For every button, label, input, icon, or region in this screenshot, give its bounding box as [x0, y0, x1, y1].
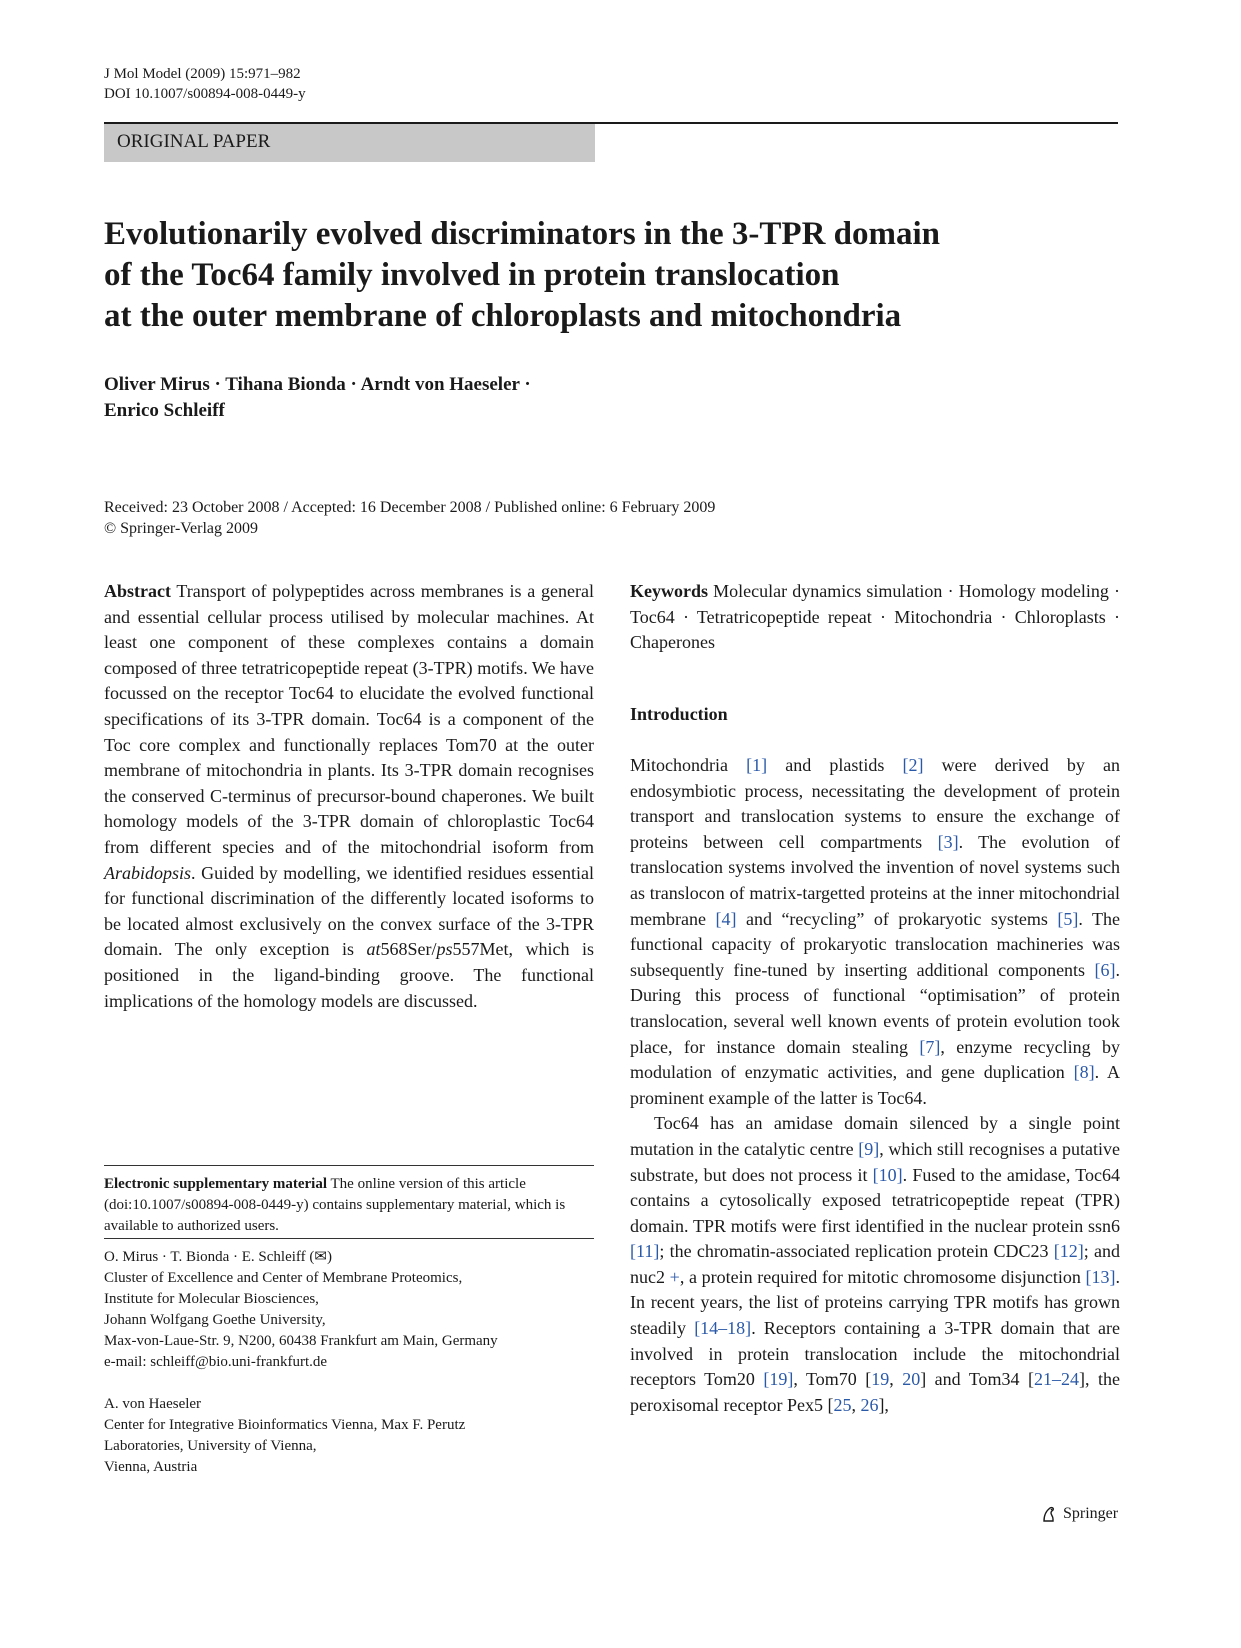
citation-ref[interactable]: [3] — [937, 831, 959, 852]
journal-doi: DOI 10.1007/s00894-008-0449-y — [104, 86, 306, 102]
affiliation-line: Cluster of Excellence and Center of Membrane Proteomics, — [104, 1270, 463, 1286]
supplementary-heading: Electronic supplementary material — [104, 1176, 328, 1192]
authors-line-2: Enrico Schleiff — [104, 400, 225, 421]
citation-ref[interactable]: 21–24 — [1034, 1369, 1080, 1390]
citation-ref[interactable]: [19] — [763, 1369, 794, 1390]
authors-line-1: Oliver Mirus · Tihana Bionda · Arndt von Haeseler · — [104, 374, 531, 395]
affiliation-spacer — [104, 1373, 594, 1394]
intro-text: Toc64 has an amidase domain silenced by a single point mutation in the catalytic centre — [630, 1113, 1120, 1159]
intro-text: . The functional capacity of prokaryotic translocation machineries was subsequently fine-tuned by inserting additional components — [630, 908, 1120, 980]
affiliation-line: Max-von-Laue-Str. 9, N200, 60438 Frankfurt am Main, Germany — [104, 1333, 498, 1349]
affiliation-names: A. von Haeseler — [104, 1396, 202, 1412]
citation-ref[interactable]: [9] — [858, 1138, 880, 1159]
intro-text: . The evolution of translocation systems involved the invention of novel systems such as translocon of matrix-targetted proteins at the inner mitochondrial membrane — [630, 831, 1120, 929]
affiliations — [104, 1247, 594, 1478]
intro-text: and “recycling” of prokaryotic systems — [736, 908, 1058, 929]
citation-ref[interactable]: [10] — [872, 1164, 903, 1185]
intro-text: were derived by an endosymbiotic process, necessitating the development of protein transport and translocation systems to ensure the exchange of proteins between cell compartments — [630, 755, 1121, 852]
keywords-text: Molecular dynamics simulation · Homology modeling · Toc64 · Tetratricopeptide repeat · Mitochondria · Chloroplasts · Chaperones — [630, 581, 1121, 653]
citation-ref[interactable]: [6] — [1094, 959, 1116, 980]
affiliation-rule — [104, 1238, 594, 1239]
title-line: at the outer membrane of chloroplasts and mitochondria — [104, 298, 902, 334]
title-line: Evolutionarily evolved discriminators in the 3-TPR domain — [104, 216, 941, 252]
abstract-italic: ps — [436, 939, 453, 960]
affiliation-names: O. Mirus · T. Bionda · E. Schleiff (✉) — [104, 1249, 332, 1265]
citation-ref[interactable]: [4] — [715, 908, 737, 929]
date-history: Received: 23 October 2008 / Accepted: 16 December 2008 / Published online: 6 February 2009 — [104, 499, 716, 516]
copyright-notice: © Springer-Verlag 2009 — [104, 520, 259, 537]
affiliation-line: Vienna, Austria — [104, 1459, 198, 1475]
abstract-heading: Abstract — [104, 581, 171, 601]
citation-ref[interactable]: [8] — [1073, 1062, 1095, 1083]
abstract-italic: at — [366, 939, 381, 960]
citation-ref[interactable]: [1] — [746, 755, 768, 775]
intro-text: , a protein required for mitotic chromosome disjunction — [679, 1266, 1086, 1287]
introduction-heading: Introduction — [630, 704, 728, 724]
abstract-italic: Arabidopsis — [104, 862, 192, 883]
intro-text: Mitochondria — [630, 755, 747, 775]
keywords-heading: Keywords — [630, 581, 708, 601]
intro-text: , enzyme recycling by modulation of enzymatic activities, and gene duplication — [630, 1036, 1120, 1083]
article-title — [104, 214, 1104, 337]
intro-text: ] and Tom34 [ — [920, 1369, 1035, 1390]
publisher-logo — [1040, 1505, 1118, 1523]
introduction-body — [630, 753, 1120, 1418]
keywords — [630, 579, 1120, 656]
intro-text: , Tom70 [ — [793, 1369, 872, 1390]
citation-ref[interactable]: [5] — [1057, 908, 1079, 929]
intro-text: . In recent years, the list of proteins carrying TPR motifs has grown steadily — [630, 1266, 1120, 1339]
author-list — [104, 372, 531, 424]
journal-header — [104, 64, 306, 104]
intro-text: ; and nuc2 — [630, 1241, 1120, 1287]
intro-text: . During this process of functional “optimisation” of protein translocation, several well known events of protein evolution took place, for instance domain stealing — [630, 959, 1120, 1057]
citation-ref[interactable]: [2] — [902, 755, 924, 775]
affiliation-line: Laboratories, University of Vienna, — [104, 1438, 317, 1454]
affiliation-line: Johann Wolfgang Goethe University, — [104, 1312, 326, 1328]
title-line: of the Toc64 family involved in protein translocation — [104, 257, 840, 293]
publisher-name: Springer — [1063, 1505, 1119, 1522]
abstract-text: 557Met, which is positioned in the ligand-binding groove. The functional implications of the homology models are discussed. — [104, 939, 594, 1011]
springer-horse-icon — [1040, 1505, 1058, 1523]
article-type-banner: ORIGINAL PAPER — [104, 124, 595, 162]
intro-text: , which still recognises a putative substrate, but does not process it — [630, 1138, 1120, 1185]
intro-text: ], the peroxisomal receptor Pex5 [ — [630, 1369, 1120, 1415]
intro-text: , — [889, 1369, 903, 1390]
citation-ref[interactable]: [13] — [1085, 1266, 1116, 1287]
publication-dates — [104, 497, 715, 539]
citation-ref[interactable]: 19 — [871, 1369, 890, 1390]
intro-text: . Receptors containing a 3-TPR domain that are involved in protein translocation include the mitochondrial receptors Tom20 — [630, 1318, 1120, 1390]
affiliation-email[interactable]: e-mail: schleiff@bio.uni-frankfurt.de — [104, 1354, 328, 1370]
supplementary-note — [104, 1165, 594, 1237]
supplementary-text: The online version of this article (doi:10.1007/s00894-008-0449-y) contains supplementary material, which is available to authorized users. — [104, 1176, 566, 1234]
intro-text: ; the chromatin-associated replication protein CDC23 — [659, 1241, 1054, 1262]
citation-ref[interactable]: [11] — [630, 1241, 660, 1262]
abstract-text: 568Ser/ — [380, 939, 437, 960]
affiliation-line: Institute for Molecular Biosciences, — [104, 1291, 319, 1307]
abstract-text: Transport of polypeptides across membranes is a general and essential cellular process utilised by molecular machines. At least one component of these complexes contains a domain composed of three tetratricopeptide repeat (3-TPR) motifs. We have focussed on the receptor Toc64 to elucidate the evolved functional specifications of its 3-TPR domain. Toc64 is a component of the Toc core complex and functionally replaces Tom70 at the outer membrane of mitochondria in plants. Its 3-TPR domain recognises the conserved C-terminus of precursor-bound chaperones. We built homology models of the 3-TPR domain of chloroplastic Toc64 from different species and of the mitochondrial isoform from — [104, 581, 594, 857]
intro-paragraph-1 — [630, 753, 1120, 1111]
abstract-text: . Guided by modelling, we identified residues essential for functional discrimination of the differently located isoforms to be located almost exclusively on the convex surface of the 3-TPR domain. The only exception is — [104, 862, 594, 960]
intro-paragraph-2 — [630, 1111, 1120, 1418]
intro-text: ], — [878, 1394, 889, 1415]
citation-ref[interactable]: 26 — [860, 1394, 879, 1415]
intro-text: , — [851, 1394, 861, 1415]
citation-ref[interactable]: + — [669, 1266, 680, 1287]
citation-ref[interactable]: 20 — [902, 1369, 921, 1390]
intro-text: and plastids — [767, 755, 903, 775]
intro-text: . Fused to the amidase, Toc64 contains a cytosolically exposed tetratricopeptide repeat (TPR) domain. TPR motifs were first identified in the nuclear protein ssn6 — [630, 1164, 1121, 1236]
abstract — [104, 579, 594, 1014]
citation-ref[interactable]: 25 — [833, 1394, 852, 1415]
citation-ref[interactable]: [12] — [1053, 1241, 1084, 1262]
journal-citation: J Mol Model (2009) 15:971–982 — [104, 66, 301, 82]
intro-text: . A prominent example of the latter is Toc64. — [630, 1062, 1121, 1108]
affiliation-line: Center for Integrative Bioinformatics Vienna, Max F. Perutz — [104, 1417, 466, 1433]
citation-ref[interactable]: [7] — [919, 1036, 941, 1057]
citation-ref[interactable]: [14–18] — [694, 1318, 752, 1339]
